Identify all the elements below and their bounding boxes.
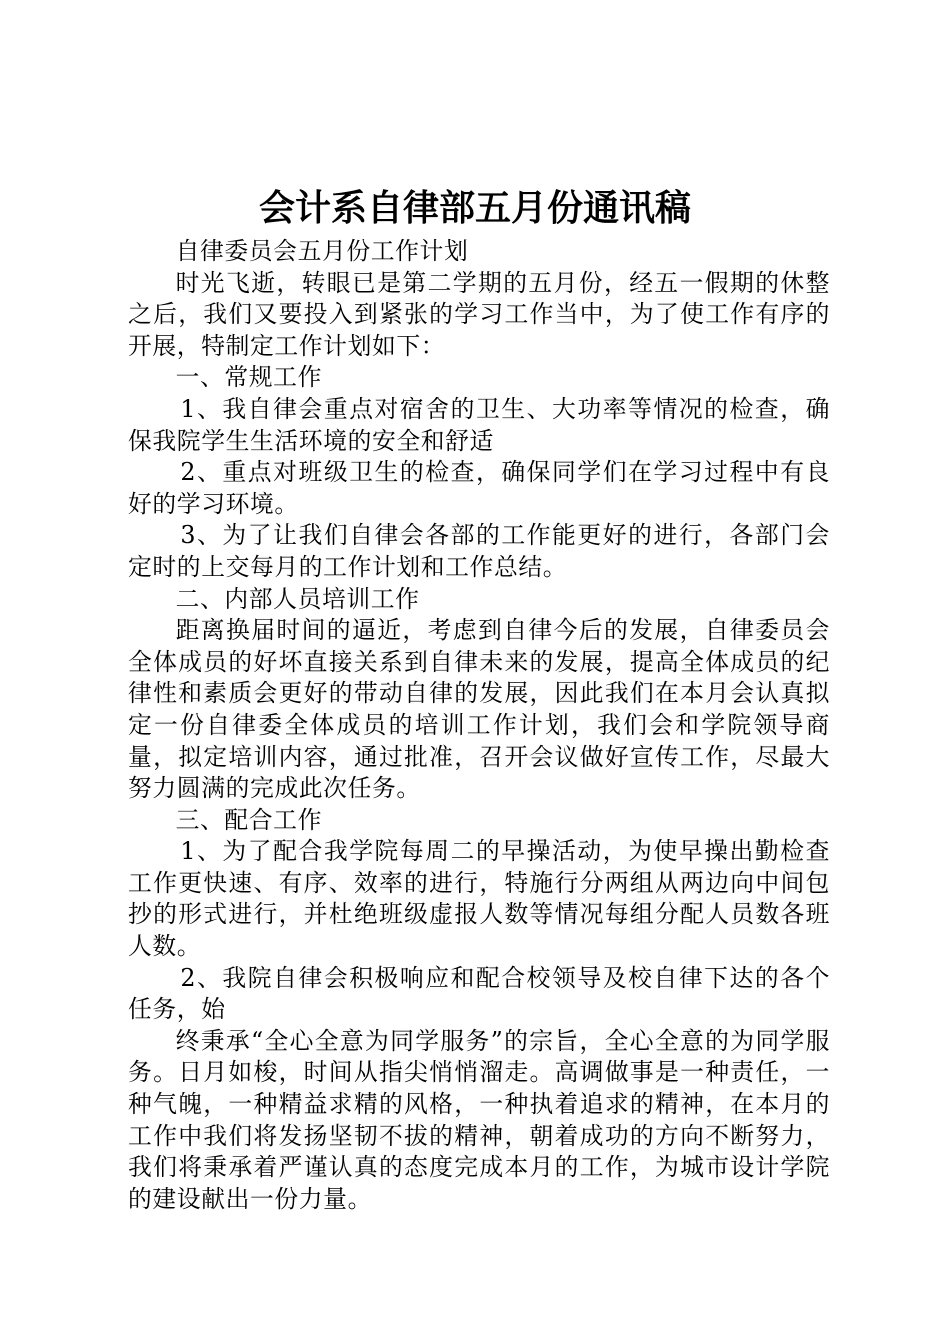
closing-paragraph: 终秉承“全心全意为同学服务”的宗旨，全心全意的为同学服务。日月如梭，时间从指尖悄悄溜走。高调做事是一种责任，一种气魄，一种精益求精的风格，一种执着追求的精神，在本月的工作中我们将发扬坚韧不拔的精神，朝着成功的方向不断努力，我们将秉承着严谨认真的态度完成本月的工作，为城市设计学院的建设献出一份力量。 xyxy=(128,1026,830,1213)
section-heading-routine: 一、常规工作 xyxy=(175,363,322,392)
training-paragraph: 距离换届时间的逼近，考虑到自律今后的发展，自律委员会全体成员的好坏直接关系到自律未来的发展，提高全体成员的纪律性和素质会更好的带动自律的发展，因此我们在本月会认真拟定一份自律委全体成员的培训工作计划，我们会和学院领导商量，拟定培训内容，通过批准，召开会议做好宣传工作，尽最大努力圆满的完成此次任务。 xyxy=(128,616,830,803)
routine-item-2: 2、重点对班级卫生的检查，确保同学们在学习过程中有良好的学习环境。 xyxy=(128,458,830,518)
document-title: 会计系自律部五月份通讯稿 xyxy=(258,187,691,229)
routine-item-1: 1、我自律会重点对宿舍的卫生、大功率等情况的检查，确保我院学生生活环境的安全和舒适 xyxy=(128,394,830,455)
plan-heading: 自律委员会五月份工作计划 xyxy=(175,237,469,265)
section-heading-cooperation: 三、配合工作 xyxy=(175,805,322,834)
section-heading-training: 二、内部人员培训工作 xyxy=(175,584,420,613)
intro-paragraph: 时光飞逝，转眼已是第二学期的五月份，经五一假期的休整之后，我们又要投入到紧张的学习工作当中，为了使工作有序的开展，特制定工作计划如下： xyxy=(128,268,830,360)
cooperation-item-1: 1、为了配合我学院每周二的早操活动，为使早操出勤检查工作更快速、有序、效率的进行，特施行分两组从两边向中间包抄的形式进行，并杜绝班级虚报人数等情况每组分配人员数各班人数。 xyxy=(128,837,830,961)
cooperation-item-2: 2、我院自律会积极响应和配合校领导及校自律下达的各个任务，始 xyxy=(128,963,830,1024)
document-body xyxy=(128,236,830,1215)
routine-item-3: 3、为了让我们自律会各部的工作能更好的进行，各部门会定时的上交每月的工作计划和工作总结。 xyxy=(128,521,830,581)
